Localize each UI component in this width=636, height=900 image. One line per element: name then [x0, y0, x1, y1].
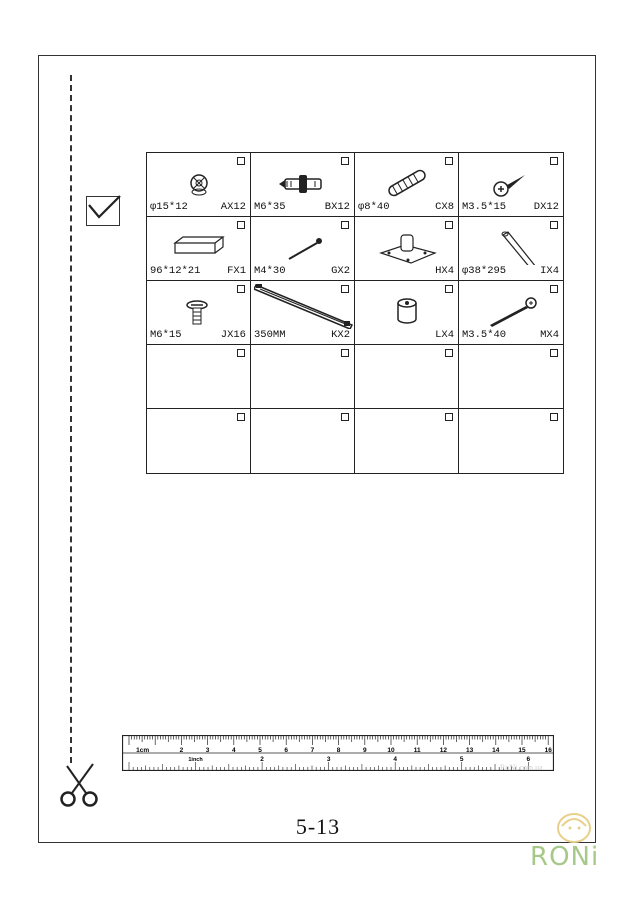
- part-cell-ix4: [459, 217, 563, 281]
- part-code: HX4: [435, 265, 454, 277]
- part-cell-ax12: [147, 153, 251, 217]
- checkbox[interactable]: [445, 349, 453, 357]
- cam-bolt-icon: [271, 165, 335, 201]
- part-cell-kx2: [251, 281, 355, 345]
- drawer-slide-icon: [254, 283, 354, 329]
- part-spec: 350MM: [254, 329, 286, 341]
- part-code: AX12: [220, 201, 246, 213]
- empty-part-cell: [355, 345, 459, 409]
- part-cell-lx4: [355, 281, 459, 345]
- checkbox[interactable]: [237, 285, 245, 293]
- ruler-cm-label: 4: [231, 747, 236, 754]
- watermark-text: RoNi.com.ua: [500, 763, 543, 772]
- part-cell-gx2: [251, 217, 355, 281]
- part-cell-mx4: [459, 281, 563, 345]
- part-spec: φ8*40: [358, 201, 390, 213]
- part-spec: φ38*295: [462, 265, 507, 277]
- part-code: CX8: [435, 201, 454, 213]
- hardware-parts-table: [146, 152, 564, 474]
- empty-part-cell: [251, 409, 355, 473]
- ruler-cm-label: 6: [284, 747, 289, 754]
- checkbox[interactable]: [445, 221, 453, 229]
- checkbox[interactable]: [341, 349, 349, 357]
- checkbox[interactable]: [237, 221, 245, 229]
- empty-part-cell: [355, 409, 459, 473]
- ruler-cm-label: 11: [413, 747, 421, 754]
- checkbox[interactable]: [341, 413, 349, 421]
- part-cell-cx8: [355, 153, 459, 217]
- empty-part-cell: [147, 409, 251, 473]
- ruler-cm-unit-label: 1cm: [136, 747, 150, 754]
- thin-screw-icon: [271, 229, 335, 265]
- empty-part-cell: [147, 345, 251, 409]
- checkbox[interactable]: [550, 157, 558, 165]
- handle-bar-icon: [167, 229, 231, 265]
- measuring-ruler: [122, 735, 554, 771]
- part-code: BX12: [324, 201, 350, 213]
- short-screw-icon: [479, 165, 543, 201]
- empty-part-cell: [459, 345, 563, 409]
- cut-guide-line: [70, 75, 72, 763]
- part-spec: M3.5*15: [462, 201, 507, 213]
- ruler-inch-label: 6: [526, 756, 531, 763]
- empty-part-cell: [459, 409, 563, 473]
- part-spec: M3.5*40: [462, 329, 507, 341]
- part-cell-jx16: [147, 281, 251, 345]
- ruler-cm-label: 13: [465, 747, 474, 754]
- checkbox[interactable]: [445, 285, 453, 293]
- checkbox[interactable]: [237, 157, 245, 165]
- checkbox[interactable]: [237, 349, 245, 357]
- ruler-cm-label: 9: [362, 747, 367, 754]
- part-cell-hx4: [355, 217, 459, 281]
- ruler-cm-label: 14: [492, 747, 500, 754]
- checkbox[interactable]: [550, 349, 558, 357]
- ruler-inch-label: 4: [393, 756, 398, 763]
- ruler-cm-label: 7: [310, 747, 315, 754]
- part-spec: M6*35: [254, 201, 286, 213]
- checkbox[interactable]: [237, 413, 245, 421]
- part-code: JX16: [220, 329, 246, 341]
- checkbox[interactable]: [550, 285, 558, 293]
- part-code: MX4: [540, 329, 559, 341]
- part-code: IX4: [540, 265, 559, 277]
- checkbox[interactable]: [445, 413, 453, 421]
- part-code: GX2: [331, 265, 350, 277]
- machine-screw-icon: [167, 293, 231, 329]
- ruler-cm-label: 12: [439, 747, 448, 754]
- checkmark-icon: [86, 196, 120, 226]
- checkbox[interactable]: [445, 157, 453, 165]
- part-cell-fx1: [147, 217, 251, 281]
- ruler-cm-label: 2: [179, 747, 184, 754]
- checkbox[interactable]: [341, 221, 349, 229]
- part-spec: φ15*12: [150, 201, 188, 213]
- part-spec: 96*12*21: [150, 265, 201, 277]
- checkbox[interactable]: [550, 413, 558, 421]
- checkbox[interactable]: [550, 221, 558, 229]
- empty-part-cell: [251, 345, 355, 409]
- tapered-leg-icon: [479, 229, 543, 265]
- part-spec: M4*30: [254, 265, 286, 277]
- spacer-cylinder-icon: [375, 293, 439, 329]
- part-code: KX2: [331, 329, 350, 341]
- part-cell-bx12: [251, 153, 355, 217]
- ruler-cm-label: 8: [336, 747, 341, 754]
- part-cell-dx12: [459, 153, 563, 217]
- ruler-cm-label: 16: [544, 747, 552, 754]
- scissors-icon: [58, 762, 102, 808]
- page-number: 5-13: [295, 814, 341, 839]
- part-code: FX1: [227, 265, 246, 277]
- wooden-dowel-icon: [375, 165, 439, 201]
- part-code: DX12: [533, 201, 559, 213]
- logo-text: RONi: [530, 842, 600, 872]
- ruler-cm-label: 5: [258, 747, 262, 754]
- part-code: LX4: [435, 329, 454, 341]
- ruler-inch-unit-label: 1inch: [188, 757, 203, 763]
- checkbox[interactable]: [341, 157, 349, 165]
- ruler-inch-label: 2: [260, 756, 264, 763]
- ruler-inch-label: 5: [459, 756, 464, 763]
- ruler-cm-label: 3: [205, 747, 210, 754]
- leg-mounting-plate-icon: [375, 229, 439, 265]
- ruler-cm-label: 10: [387, 747, 395, 754]
- long-screw-icon: [479, 293, 543, 329]
- ruler-cm-label: 15: [518, 747, 526, 754]
- cam-lock-icon: [167, 165, 231, 201]
- part-spec: M6*15: [150, 329, 182, 341]
- ruler-inch-label: 3: [326, 756, 331, 763]
